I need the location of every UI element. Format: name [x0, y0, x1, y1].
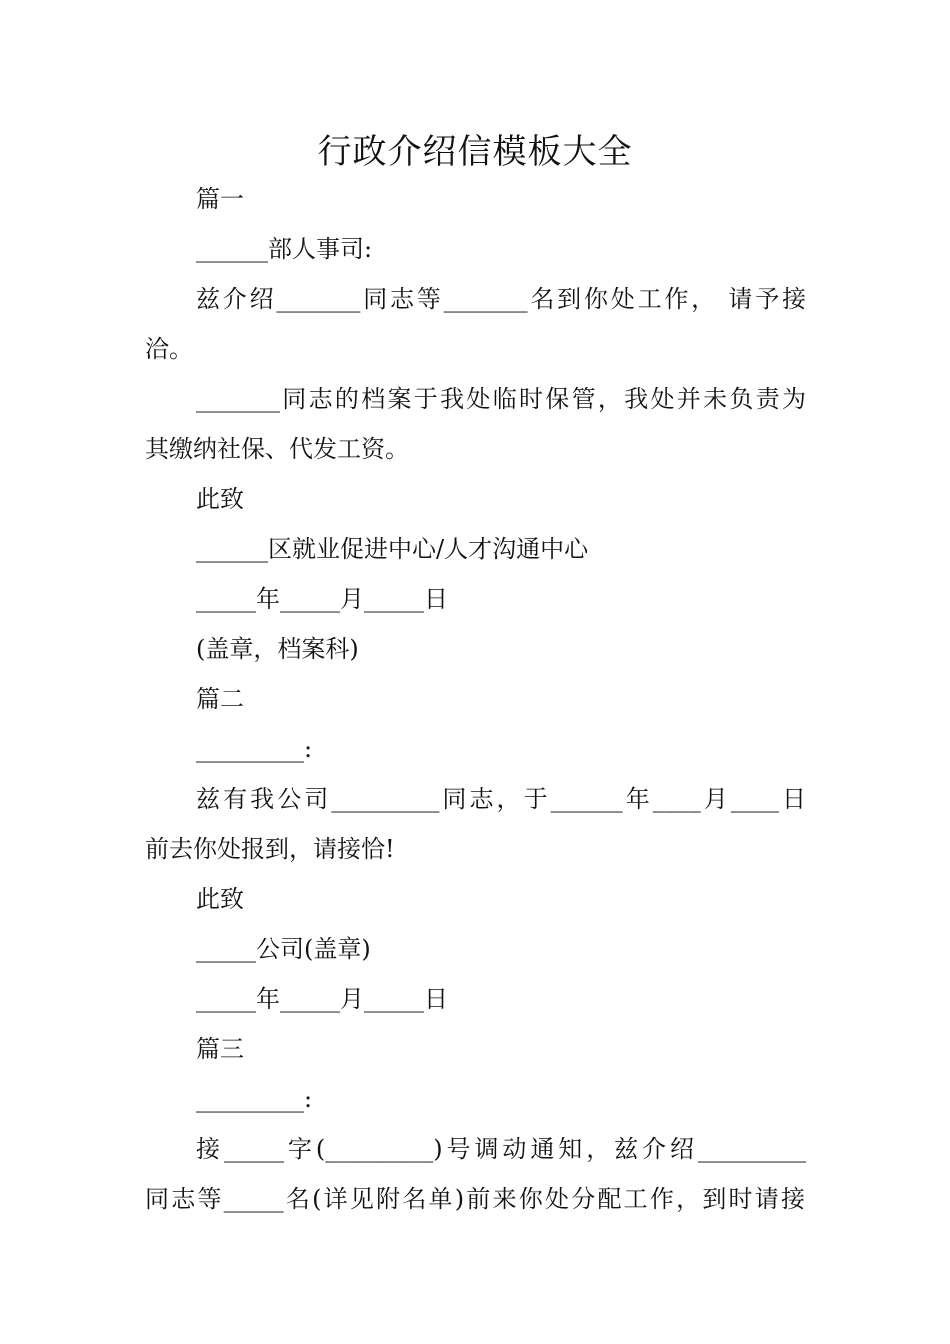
- text-line: 同志等_____名(详见附名单)前来你处分配工作，到时请接: [145, 1185, 805, 1213]
- text-line: _________:: [196, 735, 313, 763]
- date-line: _____年_____月_____日: [196, 585, 448, 613]
- section-heading-1: 篇一: [196, 185, 244, 213]
- text-line: _____公司(盖章): [196, 935, 371, 963]
- text-line: ______区就业促进中心/人才沟通中心: [196, 535, 589, 563]
- text-line: _________:: [196, 1085, 313, 1113]
- text-line: 洽。: [145, 335, 193, 363]
- text-line: 兹有我公司_________同志，于______年____月____日: [196, 785, 806, 813]
- text-line: 前去你处报到，请接恰!: [145, 835, 395, 863]
- document-title: 行政介绍信模板大全: [317, 132, 633, 172]
- section-heading-3: 篇三: [196, 1035, 244, 1063]
- date-line: _____年_____月_____日: [196, 985, 448, 1013]
- text-line: _______同志的档案于我处临时保管，我处并未负责为: [196, 385, 806, 413]
- section-heading-2: 篇二: [196, 685, 244, 713]
- text-line: 接_____字(_________)号调动通知，兹介绍_________: [196, 1135, 806, 1163]
- text-line: 此致: [196, 485, 244, 513]
- text-line: 兹介绍_______同志等_______名到你处工作， 请予接: [196, 285, 806, 313]
- text-line: ______部人事司:: [196, 235, 373, 263]
- text-line: 其缴纳社保、代发工资。: [145, 435, 409, 463]
- text-line: (盖章，档案科): [196, 635, 359, 663]
- text-line: 此致: [196, 885, 244, 913]
